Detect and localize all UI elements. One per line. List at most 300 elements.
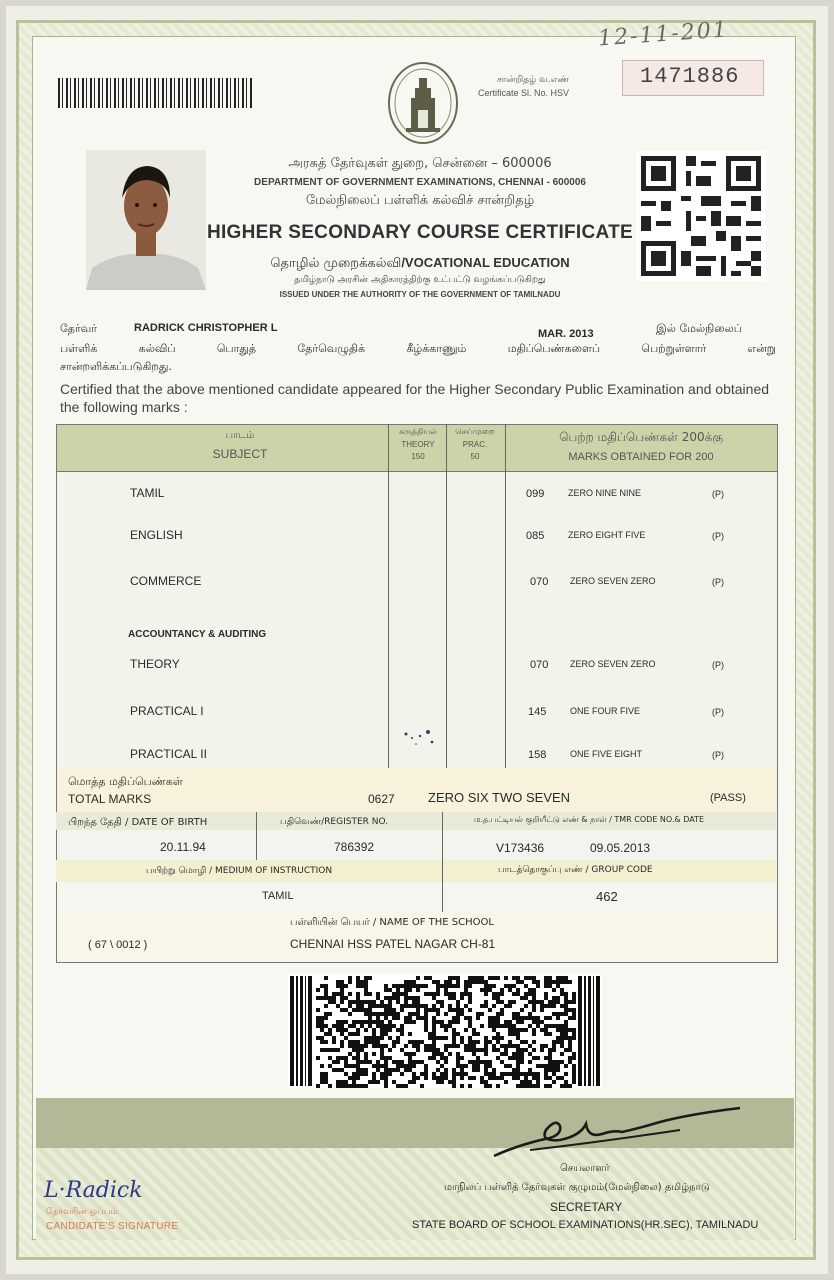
barcode-cell xyxy=(424,1004,428,1008)
barcode-cell xyxy=(444,984,448,988)
candidate-signature-label-tamil: தேர்வரின் ஒப்பம் xyxy=(46,1207,118,1217)
barcode-cell xyxy=(404,1068,408,1072)
barcode-cell xyxy=(372,1072,376,1076)
barcode-cell xyxy=(344,1060,348,1064)
barcode-cell xyxy=(548,1052,552,1056)
barcode-cell xyxy=(512,992,516,996)
barcode-cell xyxy=(548,1004,552,1008)
barcode-cell xyxy=(468,1024,472,1028)
barcode-cell xyxy=(384,984,388,988)
barcode-cell xyxy=(528,992,532,996)
secretary-signature xyxy=(490,1104,750,1164)
barcode-cell xyxy=(556,1024,560,1028)
barcode-cell xyxy=(468,1036,472,1040)
marks-header: MARKS OBTAINED FOR 200 xyxy=(568,451,714,463)
barcode-cell xyxy=(428,976,432,980)
barcode-cell xyxy=(444,992,448,996)
barcode-cell xyxy=(504,1044,508,1048)
barcode-cell xyxy=(464,980,468,984)
barcode-cell xyxy=(516,1052,520,1056)
barcode-cell xyxy=(396,1060,400,1064)
barcode-cell xyxy=(352,1084,356,1088)
barcode-cell xyxy=(380,1064,384,1068)
barcode-cell xyxy=(532,1048,536,1052)
barcode-cell xyxy=(424,1048,428,1052)
barcode-cell xyxy=(560,1040,564,1044)
barcode-cell xyxy=(436,1076,440,1080)
barcode-cell xyxy=(408,996,412,1000)
barcode-cell xyxy=(468,992,472,996)
barcode-cell xyxy=(360,1060,364,1064)
barcode-cell xyxy=(452,1068,456,1072)
barcode-cell xyxy=(512,1000,516,1004)
barcode-cell xyxy=(456,1064,460,1068)
barcode-cell xyxy=(572,1064,576,1068)
barcode-cell xyxy=(424,976,428,980)
column-divider xyxy=(442,812,443,860)
barcode-cell xyxy=(436,1008,440,1012)
barcode-cell xyxy=(392,1012,396,1016)
barcode-cell xyxy=(528,1024,532,1028)
barcode-cell xyxy=(504,976,508,980)
barcode-cell xyxy=(488,1084,492,1088)
barcode-cell xyxy=(436,1060,440,1064)
total-label: TOTAL MARKS xyxy=(68,792,152,806)
barcode-cell xyxy=(400,1060,404,1064)
barcode-cell xyxy=(444,988,448,992)
barcode-cell xyxy=(548,976,552,980)
barcode-cell xyxy=(360,1020,364,1024)
barcode-cell xyxy=(512,1024,516,1028)
barcode-cell xyxy=(532,1040,536,1044)
barcode-cell xyxy=(496,1036,500,1040)
barcode-cell xyxy=(468,1048,472,1052)
barcode-cell xyxy=(412,1076,416,1080)
barcode-cell xyxy=(344,1080,348,1084)
barcode-cell xyxy=(344,1008,348,1012)
barcode-cell xyxy=(512,1072,516,1076)
barcode-cell xyxy=(496,1024,500,1028)
subject-header: SUBJECT xyxy=(212,447,268,461)
barcode-cell xyxy=(512,1028,516,1032)
barcode-cell xyxy=(512,984,516,988)
barcode-cell xyxy=(392,1016,396,1020)
barcode-cell xyxy=(564,1008,568,1012)
barcode-cell xyxy=(324,1024,328,1028)
barcode-cell xyxy=(404,992,408,996)
barcode-cell xyxy=(492,992,496,996)
barcode-cell xyxy=(488,1020,492,1024)
subject-result: (P) xyxy=(712,707,724,717)
barcode-cell xyxy=(484,1068,488,1072)
barcode-cell xyxy=(536,1064,540,1068)
barcode-cell xyxy=(444,980,448,984)
barcode-cell xyxy=(516,1028,520,1032)
barcode-cell xyxy=(528,1072,532,1076)
barcode-cell xyxy=(436,980,440,984)
barcode-cell xyxy=(360,1048,364,1052)
barcode-cell xyxy=(356,1048,360,1052)
barcode-cell xyxy=(372,1036,376,1040)
department-title-tamil: அரசுத் தேர்வுகள் துறை, சென்னை – 600006 xyxy=(288,156,552,171)
barcode-cell xyxy=(340,1080,344,1084)
secretary-title-tamil: செயலாளர் xyxy=(560,1163,610,1174)
theory-header: THEORY xyxy=(401,440,435,449)
barcode-cell xyxy=(348,992,352,996)
barcode-cell xyxy=(484,988,488,992)
column-divider xyxy=(446,424,447,768)
barcode-cell xyxy=(460,1084,464,1088)
barcode-cell xyxy=(532,1072,536,1076)
barcode-cell xyxy=(572,1056,576,1060)
barcode-cell xyxy=(364,1060,368,1064)
barcode-cell xyxy=(468,1060,472,1064)
barcode-cell xyxy=(544,1016,548,1020)
barcode-cell xyxy=(396,1000,400,1004)
barcode-cell xyxy=(356,1008,360,1012)
barcode-cell xyxy=(564,1064,568,1068)
barcode-cell xyxy=(404,1052,408,1056)
barcode-cell xyxy=(508,1020,512,1024)
barcode-cell xyxy=(336,980,340,984)
subject-result: (P) xyxy=(712,531,724,541)
barcode-cell xyxy=(548,1076,552,1080)
barcode-cell xyxy=(360,1008,364,1012)
barcode-cell xyxy=(388,1020,392,1024)
barcode-cell xyxy=(348,1032,352,1036)
barcode-cell xyxy=(400,984,404,988)
barcode-cell xyxy=(484,1064,488,1068)
barcode-cell xyxy=(452,1072,456,1076)
barcode-cell xyxy=(348,1076,352,1080)
barcode-cell xyxy=(400,1008,404,1012)
barcode-cell xyxy=(552,1044,556,1048)
barcode-cell xyxy=(568,1040,572,1044)
subject-name: THEORY xyxy=(130,657,180,671)
barcode-cell xyxy=(324,1072,328,1076)
barcode-cell xyxy=(448,996,452,1000)
tmr-code-label: ம.த.பட்டியல் குறியீட்டு எண் & நாள் / TMR CODE NO.& DATE xyxy=(474,815,705,824)
barcode-cell xyxy=(372,1040,376,1044)
barcode-cell xyxy=(544,1024,548,1028)
barcode-cell xyxy=(320,1024,324,1028)
barcode-cell xyxy=(356,1056,360,1060)
barcode-cell xyxy=(532,1076,536,1080)
barcode-cell xyxy=(408,1056,412,1060)
barcode-cell xyxy=(432,1052,436,1056)
certificate-serial-label: சான்றிதழ் வ.எண் Certificate Sl. No. HSV xyxy=(478,75,570,98)
barcode-cell xyxy=(424,1024,428,1028)
barcode-cell xyxy=(532,1084,536,1088)
barcode-cell xyxy=(436,1000,440,1004)
barcode-cell xyxy=(520,996,524,1000)
barcode-cell xyxy=(500,992,504,996)
barcode-cell xyxy=(408,984,412,988)
barcode-cell xyxy=(472,1076,476,1080)
barcode-cell xyxy=(360,980,364,984)
barcode-cell xyxy=(356,1076,360,1080)
barcode-cell xyxy=(344,1064,348,1068)
barcode-cell xyxy=(400,1072,404,1076)
barcode-cell xyxy=(392,1080,396,1084)
session-suffix-tamil: இல் மேல்நிலைப் xyxy=(656,322,742,335)
barcode-cell xyxy=(340,1000,344,1004)
column-divider xyxy=(505,424,506,768)
barcode-cell xyxy=(564,1004,568,1008)
barcode-cell xyxy=(516,1016,520,1020)
barcode-cell xyxy=(468,976,472,980)
barcode-cell xyxy=(484,1052,488,1056)
barcode-cell xyxy=(564,996,568,1000)
barcode-cell xyxy=(440,1020,444,1024)
barcode-cell xyxy=(508,1044,512,1048)
subject-header-tamil: பாடம் xyxy=(225,430,255,441)
barcode-cell xyxy=(532,1004,536,1008)
barcode-cell xyxy=(392,992,396,996)
barcode-cell xyxy=(448,1008,452,1012)
barcode-cell xyxy=(556,1064,560,1068)
barcode-cell xyxy=(548,984,552,988)
barcode-cell xyxy=(352,1056,356,1060)
barcode-cell xyxy=(356,1064,360,1068)
barcode-cell xyxy=(560,1004,564,1008)
barcode-cell xyxy=(420,1004,424,1008)
barcode-cell xyxy=(364,1012,368,1016)
barcode-cell xyxy=(432,1072,436,1076)
barcode-cell xyxy=(328,1028,332,1032)
barcode-cell xyxy=(508,1072,512,1076)
barcode-cell xyxy=(404,1044,408,1048)
barcode-cell xyxy=(564,1072,568,1076)
barcode-cell xyxy=(540,1000,544,1004)
barcode-cell xyxy=(452,1040,456,1044)
barcode-cell xyxy=(536,1084,540,1088)
qr-code xyxy=(636,148,766,284)
barcode-cell xyxy=(524,996,528,1000)
barcode-cell xyxy=(368,976,372,980)
barcode-cell xyxy=(376,1020,380,1024)
barcode-cell xyxy=(424,1008,428,1012)
barcode-cell xyxy=(456,1020,460,1024)
barcode-cell xyxy=(444,1024,448,1028)
barcode-cell xyxy=(568,1060,572,1064)
barcode-cell xyxy=(568,980,572,984)
barcode-cell xyxy=(352,1044,356,1048)
barcode-cell xyxy=(572,1068,576,1072)
barcode-cell xyxy=(452,1076,456,1080)
barcode-cell xyxy=(340,1032,344,1036)
subject-marks: 070 xyxy=(530,576,549,588)
barcode-cell xyxy=(536,984,540,988)
practical-header: PRAC. xyxy=(462,440,488,449)
barcode-cell xyxy=(464,1064,468,1068)
barcode-cell xyxy=(448,1004,452,1008)
barcode-cell xyxy=(484,1004,488,1008)
barcode-cell xyxy=(320,1036,324,1040)
barcode-cell xyxy=(520,1020,524,1024)
barcode-cell xyxy=(404,1000,408,1004)
barcode-cell xyxy=(424,992,428,996)
barcode-cell xyxy=(412,1072,416,1076)
barcode-cell xyxy=(432,1028,436,1032)
barcode-cell xyxy=(496,1048,500,1052)
barcode-cell xyxy=(424,1064,428,1068)
barcode-cell xyxy=(368,1024,372,1028)
barcode-cell xyxy=(568,1084,572,1088)
barcode-cell xyxy=(408,1032,412,1036)
barcode-cell xyxy=(344,984,348,988)
barcode-cell xyxy=(532,976,536,980)
barcode-cell xyxy=(316,988,320,992)
barcode-cell xyxy=(544,976,548,980)
barcode-cell xyxy=(496,1000,500,1004)
barcode-cell xyxy=(572,1076,576,1080)
barcode-cell xyxy=(444,1072,448,1076)
barcode-cell xyxy=(360,1000,364,1004)
vocational-tamil: தொழில் முறைக்கல்வி xyxy=(270,256,402,271)
barcode-cell xyxy=(424,1072,428,1076)
barcode-cell xyxy=(532,1056,536,1060)
barcode-cell xyxy=(428,1056,432,1060)
barcode-cell xyxy=(324,992,328,996)
barcode-cell xyxy=(512,1076,516,1080)
barcode-cell xyxy=(516,1068,520,1072)
barcode-cell xyxy=(380,1076,384,1080)
barcode-cell xyxy=(528,1060,532,1064)
barcode-cell xyxy=(428,992,432,996)
barcode-cell xyxy=(532,1016,536,1020)
barcode-cell xyxy=(364,1072,368,1076)
barcode-cell xyxy=(452,1020,456,1024)
barcode-cell xyxy=(504,1024,508,1028)
barcode-cell xyxy=(348,1084,352,1088)
barcode-cell xyxy=(368,1080,372,1084)
barcode-cell xyxy=(352,1048,356,1052)
barcode-cell xyxy=(332,1068,336,1072)
barcode-cell xyxy=(424,1044,428,1048)
barcode-cell xyxy=(400,1064,404,1068)
barcode-cell xyxy=(396,1068,400,1072)
barcode-cell xyxy=(564,1020,568,1024)
barcode-cell xyxy=(496,1056,500,1060)
vocational-education-line xyxy=(200,255,640,272)
barcode-cell xyxy=(336,1084,340,1088)
barcode-cell xyxy=(384,1032,388,1036)
barcode-cell xyxy=(484,1084,488,1088)
barcode-cell xyxy=(340,1044,344,1048)
barcode-cell xyxy=(556,984,560,988)
barcode-cell xyxy=(352,1040,356,1044)
barcode-cell xyxy=(472,1060,476,1064)
barcode-cell xyxy=(408,1012,412,1016)
barcode-cell xyxy=(408,1060,412,1064)
barcode-cell xyxy=(520,1040,524,1044)
barcode-cell xyxy=(428,1008,432,1012)
barcode-cell xyxy=(432,1076,436,1080)
certification-statement: Certified that the above mentioned candidate appeared for the Higher Secondary Public Examination and obtained the following marks : xyxy=(60,381,770,415)
barcode-cell xyxy=(472,1068,476,1072)
barcode-cell xyxy=(388,988,392,992)
barcode-cell xyxy=(572,992,576,996)
barcode-cell xyxy=(340,1056,344,1060)
barcode-cell xyxy=(408,1068,412,1072)
barcode-cell xyxy=(392,1060,396,1064)
barcode-cell xyxy=(376,1044,380,1048)
barcode-cell xyxy=(472,1064,476,1068)
barcode-cell xyxy=(560,1036,564,1040)
barcode-cell xyxy=(420,1060,424,1064)
barcode-cell xyxy=(432,1036,436,1040)
barcode-cell xyxy=(332,1040,336,1044)
barcode-cell xyxy=(452,992,456,996)
barcode-cell xyxy=(548,1000,552,1004)
barcode-cell xyxy=(424,1028,428,1032)
barcode-cell xyxy=(376,1068,380,1072)
barcode-cell xyxy=(484,980,488,984)
barcode-cell xyxy=(564,1028,568,1032)
barcode-cell xyxy=(416,988,420,992)
barcode-cell xyxy=(396,1084,400,1088)
barcode-cell xyxy=(376,1024,380,1028)
barcode-cell xyxy=(484,1048,488,1052)
barcode-cell xyxy=(460,1076,464,1080)
barcode-cell xyxy=(368,1060,372,1064)
barcode-cell xyxy=(544,1044,548,1048)
barcode-cell xyxy=(572,1016,576,1020)
barcode-cell xyxy=(564,1024,568,1028)
barcode-cell xyxy=(416,1060,420,1064)
barcode-cell xyxy=(572,1080,576,1084)
barcode-cell xyxy=(396,996,400,1000)
barcode-cell xyxy=(356,1044,360,1048)
barcode-cell xyxy=(380,1044,384,1048)
barcode-cell xyxy=(392,1008,396,1012)
barcode-cell xyxy=(456,1044,460,1048)
barcode-cell xyxy=(408,1064,412,1068)
barcode-cell xyxy=(324,984,328,988)
barcode-cell xyxy=(512,1044,516,1048)
barcode-cell xyxy=(524,1016,528,1020)
barcode-cell xyxy=(488,1076,492,1080)
barcode-cell xyxy=(552,996,556,1000)
barcode-cell xyxy=(336,992,340,996)
barcode-cell xyxy=(556,1016,560,1020)
total-label-tamil: மொத்த மதிப்பெண்கள் xyxy=(68,775,183,788)
barcode-cell xyxy=(444,1028,448,1032)
barcode-cell xyxy=(440,1004,444,1008)
barcode-cell xyxy=(468,984,472,988)
barcode-cell xyxy=(532,1020,536,1024)
barcode-cell xyxy=(540,1064,544,1068)
barcode-cell xyxy=(516,1056,520,1060)
barcode-cell xyxy=(332,1000,336,1004)
school-name-label: பள்ளியின் பெயர் / NAME OF THE SCHOOL xyxy=(290,917,494,928)
barcode-cell xyxy=(460,1012,464,1016)
barcode-cell xyxy=(520,1008,524,1012)
barcode-cell xyxy=(532,1028,536,1032)
barcode-cell xyxy=(460,1008,464,1012)
barcode-cell xyxy=(516,1072,520,1076)
barcode-cell xyxy=(356,1084,360,1088)
barcode-cell xyxy=(392,1040,396,1044)
barcode-cell xyxy=(476,1016,480,1020)
barcode-cell xyxy=(404,1064,408,1068)
barcode-cell xyxy=(504,984,508,988)
barcode-cell xyxy=(356,1000,360,1004)
barcode-cell xyxy=(572,1028,576,1032)
barcode-cell xyxy=(392,1068,396,1072)
barcode-cell xyxy=(392,1024,396,1028)
